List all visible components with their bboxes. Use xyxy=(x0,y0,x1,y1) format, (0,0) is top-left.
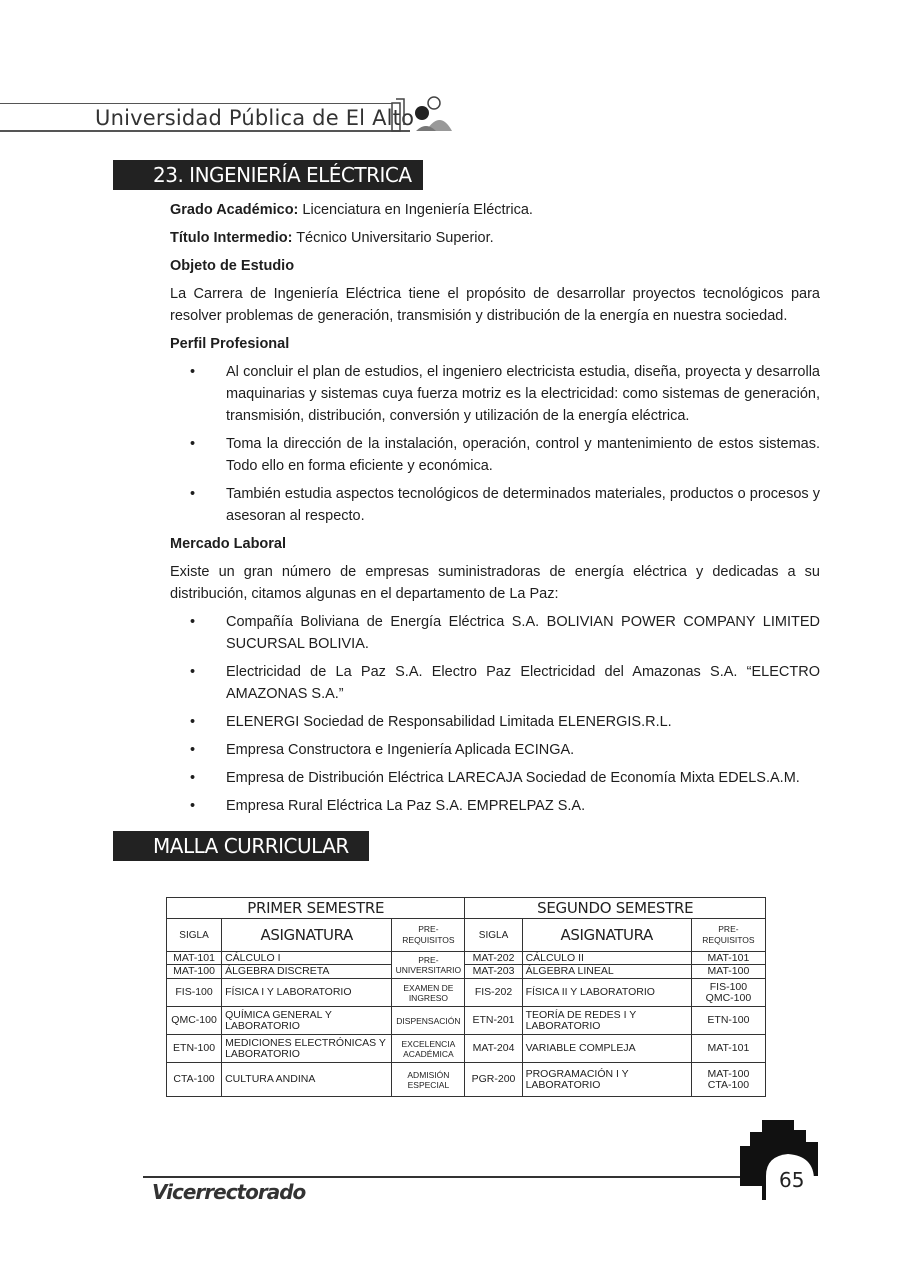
header-rule xyxy=(0,130,410,132)
col-asignatura: ASIGNATURA xyxy=(522,919,691,952)
bullet-icon: • xyxy=(190,436,196,452)
bullet-icon: • xyxy=(190,798,196,814)
sem1-header: PRIMER SEMESTRE xyxy=(167,898,465,919)
list-item: • ELENERGI Sociedad de Responsabilidad Limitada ELENERGIS.R.L. xyxy=(170,711,820,733)
list-item: • Empresa Rural Eléctrica La Paz S.A. EMPRELPAZ S.A. xyxy=(170,795,820,817)
table-row: FIS-100 FÍSICA I Y LABORATORIO EXAMEN DE INGRESO FIS-202 FÍSICA II Y LABORATORIO FIS-100 QMC-100 xyxy=(167,979,766,1007)
col-sigla: SIGLA xyxy=(465,919,522,952)
table-row: CTA-100 CULTURA ANDINA ADMISIÓN ESPECIAL PGR-200 PROGRAMACIÓN I Y LABORATORIO MAT-100 CTA-100 xyxy=(167,1063,766,1097)
col-asignatura: ASIGNATURA xyxy=(222,919,392,952)
sem2-header: SEGUNDO SEMESTRE xyxy=(465,898,766,919)
content-body xyxy=(170,199,820,823)
table-row: QMC-100 QUÍMICA GENERAL Y LABORATORIO DISPENSACIÓN ETN-201 TEORÍA DE REDES I Y LABORATORIO ETN-100 xyxy=(167,1007,766,1035)
perfil-list xyxy=(170,361,820,527)
list-item: • Al concluir el plan de estudios, el ingeniero electricista estudia, diseña, proyecta y desarrolla maquinarias y sistemas cuya fuerza motriz es la electricidad: como sistemas de generación, transmisión, distribución, conversión y utilización de la energía eléctrica. xyxy=(170,361,820,427)
header-rule-top xyxy=(0,103,392,104)
bullet-icon: • xyxy=(190,714,196,730)
perfil-heading: Perfil Profesional xyxy=(170,336,290,352)
list-item: • Electricidad de La Paz S.A. Electro Paz Electricidad del Amazonas S.A. “ELECTRO AMAZONAS S.A.” xyxy=(170,661,820,705)
section-title: 23. INGENIERÍA ELÉCTRICA xyxy=(113,160,423,190)
titulo-intermedio: Título Intermedio: Técnico Universitario Superior. xyxy=(170,230,494,246)
bullet-icon: • xyxy=(190,614,196,630)
grado-academico: Grado Académico: Licenciatura en Ingeniería Eléctrica. xyxy=(170,202,533,218)
table-row: MAT-101 CÁLCULO I PRE-UNIVERSITARIO MAT-202 CÁLCULO II MAT-101 xyxy=(167,952,766,965)
vicerrectorado-logo: Vicerrectorado xyxy=(152,1180,306,1204)
col-sigla: SIGLA xyxy=(167,919,222,952)
list-item: • Compañía Boliviana de Energía Eléctrica S.A. BOLIVIAN POWER COMPANY LIMITED SUCURSAL BOLIVIA. xyxy=(170,611,820,655)
list-item: • Empresa de Distribución Eléctrica LARECAJA Sociedad de Economía Mixta EDELS.A.M. xyxy=(170,767,820,789)
table-row: MAT-100 ÁLGEBRA DISCRETA MAT-203 ÁLGEBRA LINEAL MAT-100 xyxy=(167,965,766,979)
mercado-heading: Mercado Laboral xyxy=(170,536,287,552)
malla-title: MALLA CURRICULAR xyxy=(113,831,369,861)
col-prerequisitos: PRE-REQUISITOS xyxy=(392,919,465,952)
objeto-heading: Objeto de Estudio xyxy=(170,258,295,274)
table-row: ETN-100 MEDICIONES ELECTRÓNICAS Y LABORATORIO EXCELENCIA ACADÉMICA MAT-204 VARIABLE COMPLEJA MAT-101 xyxy=(167,1035,766,1063)
bullet-icon: • xyxy=(190,364,196,380)
curriculum-table xyxy=(166,897,766,1097)
list-item: • Toma la dirección de la instalación, operación, control y mantenimiento de estos sistemas. Todo ello en forma eficiente y económica. xyxy=(170,433,820,477)
col-prerequisitos: PRE-REQUISITOS xyxy=(691,919,765,952)
footer-rule xyxy=(143,1176,743,1178)
bullet-icon: • xyxy=(190,486,196,502)
objeto-text: La Carrera de Ingeniería Eléctrica tiene el propósito de desarrollar proyectos tecnológicos para resolver problemas de generación, transmisión y distribución de la energía en nuestra sociedad. xyxy=(170,286,820,324)
list-item: • También estudia aspectos tecnológicos de determinados materiales, productos o procesos y asesoran al respecto. xyxy=(170,483,820,527)
header-title: Universidad Pública de El Alto xyxy=(95,106,415,130)
page-number: 65 xyxy=(779,1168,805,1192)
list-item: • Empresa Constructora e Ingeniería Aplicada ECINGA. xyxy=(170,739,820,761)
mercado-text: Existe un gran número de empresas suministradoras de energía eléctrica y dedicadas a su distribución, citamos algunas en el departamento de La Paz: xyxy=(170,564,820,602)
mercado-list xyxy=(170,611,820,817)
bullet-icon: • xyxy=(190,742,196,758)
bullet-icon: • xyxy=(190,770,196,786)
university-logo-icon xyxy=(386,95,458,139)
bullet-icon: • xyxy=(190,664,196,680)
